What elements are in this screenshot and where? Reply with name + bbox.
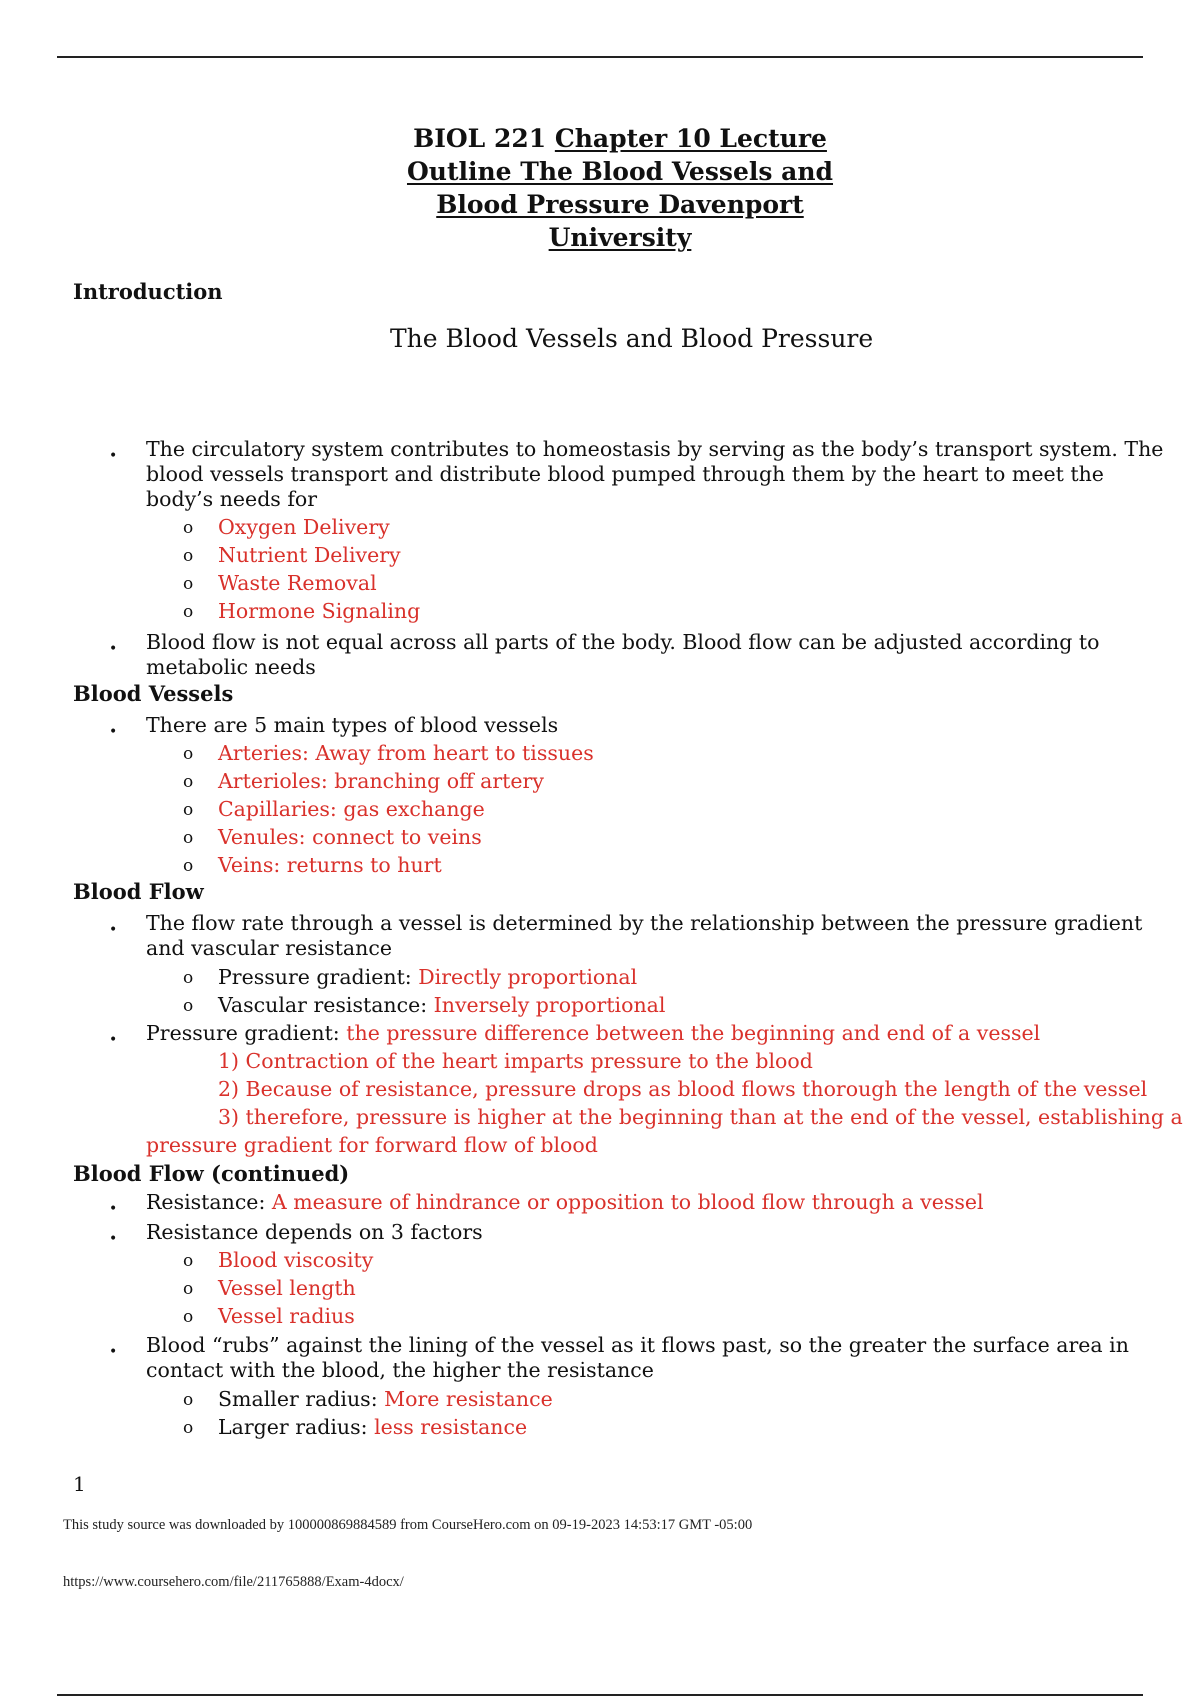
list-item-capillaries: Capillaries: gas exchange: [218, 797, 485, 821]
intro-bullet-1-line-3: body’s needs for: [146, 487, 318, 511]
section-heading-blood-flow: Blood Flow: [73, 879, 204, 904]
document-title: [400, 122, 840, 254]
sub-bullet-marker: o: [183, 968, 194, 988]
list-item-veins: Veins: returns to hurt: [218, 853, 442, 877]
bottom-rule: [57, 1694, 1143, 1696]
pressure-step-3-line-2: pressure gradient for forward flow of blood: [146, 1133, 598, 1157]
title-line-4: University: [548, 223, 692, 252]
pressure-gradient-definition-value: the pressure difference between the beginning and end of a vessel: [346, 1021, 1041, 1045]
resistance-definition: [146, 1190, 984, 1214]
list-item-hormone-signaling: Hormone Signaling: [218, 599, 421, 623]
list-item-venules: Venules: connect to veins: [218, 825, 482, 849]
resistance-factors-intro: Resistance depends on 3 factors: [146, 1220, 483, 1244]
bullet-marker: •: [109, 448, 118, 464]
vascular-resistance-item: [218, 993, 665, 1017]
sub-bullet-marker: o: [183, 1251, 194, 1271]
page-number: 1: [73, 1472, 86, 1496]
sub-bullet-marker: o: [183, 800, 194, 820]
bullet-marker: •: [109, 1231, 118, 1247]
bullet-marker: •: [109, 1032, 118, 1048]
pressure-gradient-definition-label: Pressure gradient:: [146, 1021, 347, 1045]
sub-bullet-marker: o: [183, 996, 194, 1016]
sub-bullet-marker: o: [183, 602, 194, 622]
vascular-resistance-label: Vascular resistance:: [218, 993, 434, 1017]
vascular-resistance-value: Inversely proportional: [433, 993, 666, 1017]
top-rule: [57, 56, 1143, 58]
smaller-radius-item: [218, 1387, 553, 1411]
pressure-gradient-item: [218, 965, 637, 989]
bullet-marker: •: [109, 1344, 118, 1360]
pressure-step-2: 2) Because of resistance, pressure drops as blood flows thorough the length of the vessel: [218, 1077, 1148, 1101]
larger-radius-value: less resistance: [374, 1415, 528, 1439]
intro-bullet-2-line-2: metabolic needs: [146, 655, 316, 679]
sub-bullet-marker: o: [183, 518, 194, 538]
sub-bullet-marker: o: [183, 1390, 194, 1410]
larger-radius-item: [218, 1415, 527, 1439]
bullet-marker: •: [109, 641, 118, 657]
title-line-1: Chapter 10 Lecture: [554, 124, 827, 153]
bullet-marker: •: [109, 922, 118, 938]
sub-bullet-marker: o: [183, 574, 194, 594]
download-source-notice: This study source was downloaded by 100000869884589 from CourseHero.com on 09-19-2023 14:53:17 GMT -05:00: [63, 1517, 753, 1533]
pressure-gradient-definition: [146, 1021, 1040, 1045]
sub-bullet-marker: o: [183, 1307, 194, 1327]
sub-bullet-marker: o: [183, 1279, 194, 1299]
larger-radius-label: Larger radius:: [218, 1415, 375, 1439]
bullet-marker: •: [109, 1201, 118, 1217]
sub-bullet-marker: o: [183, 546, 194, 566]
pressure-gradient-label: Pressure gradient:: [218, 965, 419, 989]
document-subtitle: The Blood Vessels and Blood Pressure: [390, 324, 874, 353]
rubs-line-2: contact with the blood, the higher the resistance: [146, 1358, 654, 1382]
resistance-label: Resistance:: [146, 1190, 272, 1214]
pressure-step-1: 1) Contraction of the heart imparts pressure to the blood: [218, 1049, 813, 1073]
pressure-step-3-line-1: 3) therefore, pressure is higher at the beginning than at the end of the vessel, establishing a: [218, 1105, 1183, 1129]
list-item-oxygen-delivery: Oxygen Delivery: [218, 515, 390, 539]
sub-bullet-marker: o: [183, 744, 194, 764]
resistance-value: A measure of hindrance or opposition to blood flow through a vessel: [271, 1190, 984, 1214]
smaller-radius-value: More resistance: [384, 1387, 553, 1411]
list-item-nutrient-delivery: Nutrient Delivery: [218, 543, 401, 567]
section-heading-introduction: Introduction: [73, 279, 223, 304]
sub-bullet-marker: o: [183, 856, 194, 876]
bullet-marker: •: [109, 724, 118, 740]
section-heading-blood-flow-continued: Blood Flow (continued): [73, 1161, 350, 1186]
intro-bullet-1-line-2: blood vessels transport and distribute blood pumped through them by the heart to meet the: [146, 462, 1104, 486]
title-line-3: Blood Pressure Davenport: [436, 190, 804, 219]
list-item-arteries: Arteries: Away from heart to tissues: [218, 741, 594, 765]
intro-bullet-2-line-1: Blood flow is not equal across all parts of the body. Blood flow can be adjusted according to: [146, 630, 1100, 654]
sub-bullet-marker: o: [183, 1418, 194, 1438]
list-item-vessel-length: Vessel length: [218, 1276, 356, 1300]
blood-flow-bullet-1-line-2: and vascular resistance: [146, 936, 392, 960]
title-line-2: Outline The Blood Vessels and: [406, 157, 834, 186]
intro-bullet-1-line-1: The circulatory system contributes to homeostasis by serving as the body’s transport system. The: [146, 437, 1164, 461]
smaller-radius-label: Smaller radius:: [218, 1387, 385, 1411]
sub-bullet-marker: o: [183, 772, 194, 792]
source-url[interactable]: https://www.coursehero.com/file/211765888/Exam-4docx/: [63, 1574, 404, 1590]
rubs-line-1: Blood “rubs” against the lining of the vessel as it flows past, so the greater the surface area in: [146, 1333, 1129, 1357]
blood-vessels-bullet-1: There are 5 main types of blood vessels: [146, 713, 559, 737]
list-item-waste-removal: Waste Removal: [218, 571, 377, 595]
sub-bullet-marker: o: [183, 828, 194, 848]
blood-flow-bullet-1-line-1: The flow rate through a vessel is determined by the relationship between the pressure gradient: [146, 911, 1143, 935]
list-item-blood-viscosity: Blood viscosity: [218, 1248, 374, 1272]
pressure-gradient-value: Directly proportional: [418, 965, 638, 989]
list-item-arterioles: Arterioles: branching off artery: [218, 769, 544, 793]
section-heading-blood-vessels: Blood Vessels: [73, 681, 234, 706]
list-item-vessel-radius: Vessel radius: [218, 1304, 355, 1328]
title-prefix: BIOL 221: [413, 124, 555, 153]
